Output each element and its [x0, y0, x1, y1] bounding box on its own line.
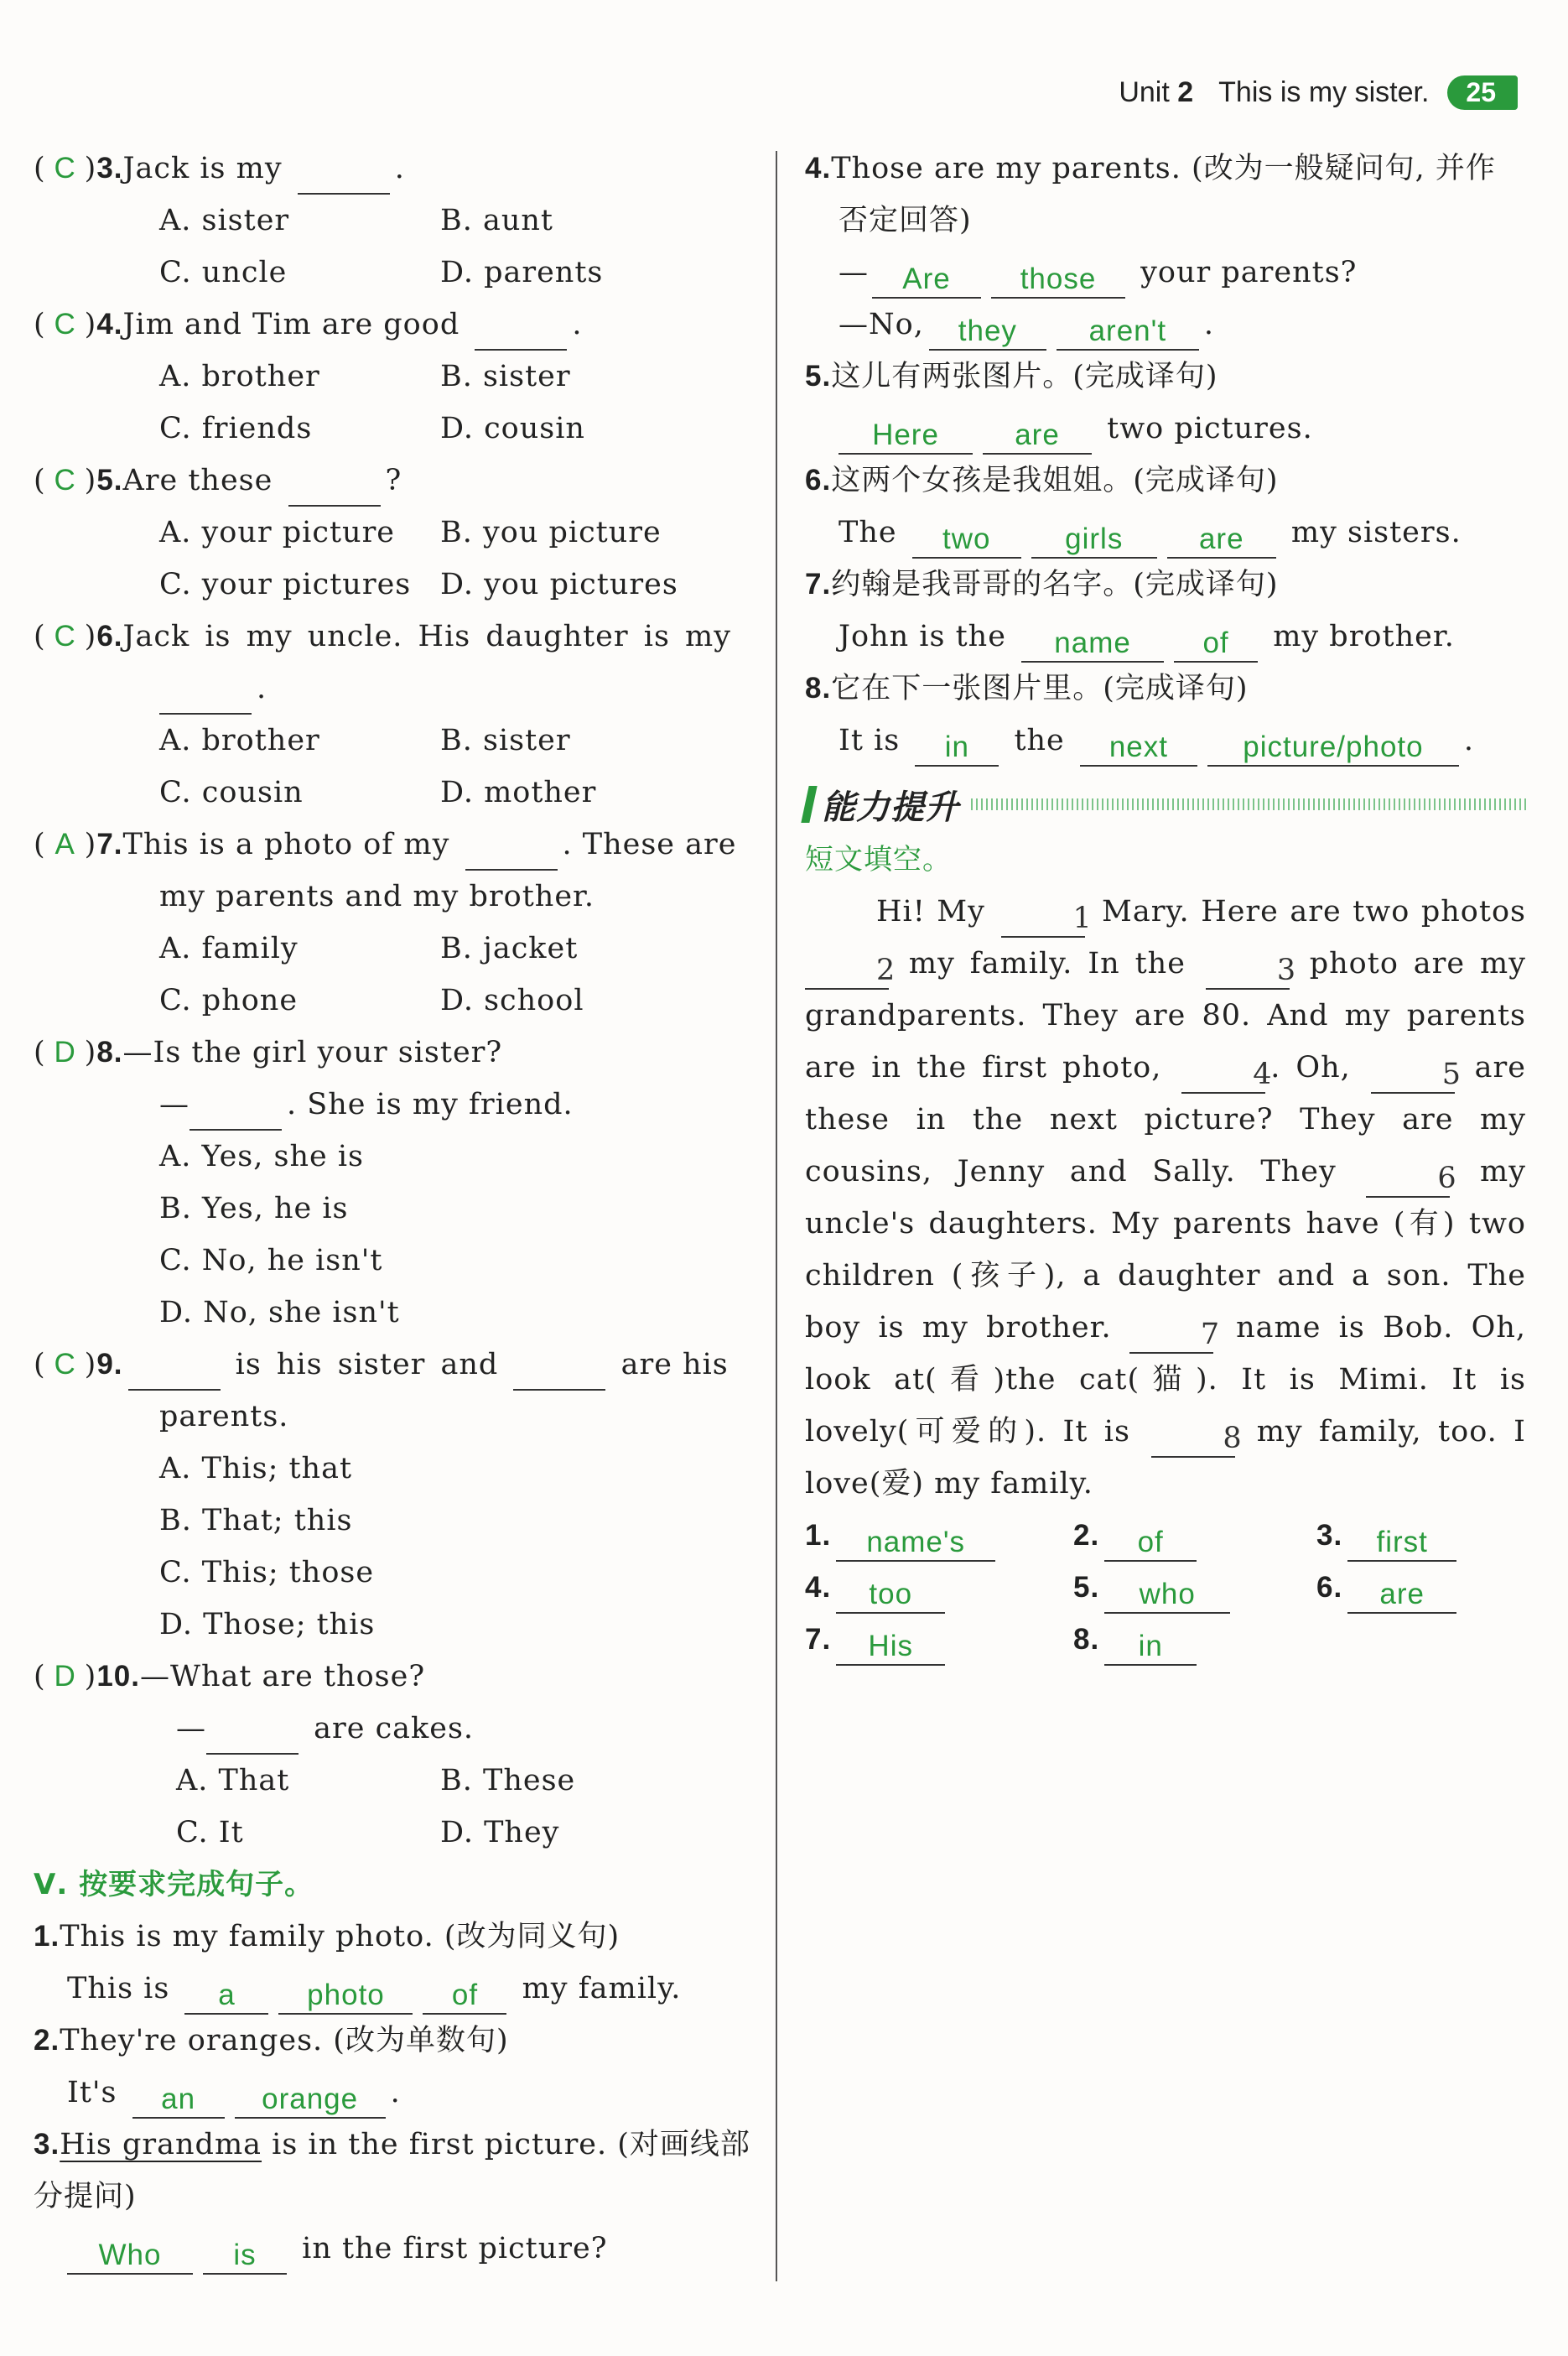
options-row — [34, 1755, 755, 1807]
dash: — — [159, 1088, 190, 1121]
option-c: C. uncle — [159, 256, 288, 289]
answer-number: 1. — [805, 1519, 832, 1552]
s5-question-2 — [34, 2015, 755, 2067]
option-b: B. That; this — [159, 1504, 353, 1537]
question-text-end: . She is my friend. — [287, 1088, 574, 1121]
s5-question-3 — [34, 2119, 755, 2171]
question-3: ( C )3.Jack is my . — [34, 143, 755, 195]
question-number: 7. — [96, 828, 123, 861]
answer-blank: name — [1021, 622, 1164, 663]
sentence-end: your parents? — [1140, 256, 1358, 289]
passage-blank: 5 — [1371, 1053, 1455, 1094]
answer-blank: Are — [872, 258, 981, 299]
option-c: C. No, he isn't — [159, 1244, 383, 1277]
dash: — — [176, 1712, 206, 1745]
sentence-start: It's — [67, 2076, 117, 2109]
question-number: 4. — [805, 152, 832, 185]
option-a: A. sister — [159, 204, 290, 237]
option-d: D. cousin — [440, 412, 585, 445]
question-number: 3. — [34, 2128, 60, 2161]
options-row — [34, 247, 755, 299]
column-divider — [776, 151, 777, 2281]
answer-blank: of — [423, 1974, 506, 2015]
page-header — [1119, 67, 1518, 117]
question-text: Are these — [122, 464, 273, 497]
s5-question-5 — [805, 351, 1526, 403]
passage-text: my family, too. I love(爱) my family. — [805, 1415, 1526, 1500]
sentence-start: John is the — [839, 620, 1006, 653]
answer-number: 3. — [1316, 1519, 1343, 1552]
option-b: B. aunt — [440, 204, 553, 237]
answer-number: 6. — [1316, 1571, 1343, 1604]
answer-blank: they — [929, 310, 1046, 351]
question-text: 这儿有两张图片。(完成译句) — [831, 360, 1218, 393]
banner-bar-icon — [801, 786, 817, 823]
question-number: 2. — [34, 2024, 60, 2057]
blank — [475, 310, 567, 351]
s5-answer-3 — [34, 2223, 755, 2275]
option-b: B. These — [440, 1764, 576, 1797]
page-number: 25 — [1447, 75, 1518, 110]
option-b: B. jacket — [440, 932, 579, 965]
answer-blank: a — [184, 1974, 268, 2015]
blank — [513, 1350, 605, 1391]
answer-blank: girls — [1031, 518, 1157, 559]
sentence-end: . — [1463, 724, 1475, 757]
options-row — [34, 351, 755, 403]
ability-banner — [805, 775, 1526, 834]
option-d: D. No, she isn't — [159, 1296, 400, 1329]
option-b: B. sister — [440, 724, 571, 757]
cloze-passage — [805, 886, 1526, 1510]
question-text: is his sister and — [235, 1348, 499, 1381]
blank — [298, 154, 390, 195]
question-number: 10. — [96, 1660, 140, 1693]
question-number: 4. — [96, 308, 123, 341]
options-row — [34, 923, 755, 975]
dash: — — [839, 256, 869, 289]
answer-blank: aren't — [1057, 310, 1199, 351]
question-text: 它在下一张图片里。(完成译句) — [831, 672, 1249, 705]
blank — [190, 1090, 282, 1131]
underlined-phrase: His grandma — [60, 2128, 262, 2161]
option-c: C. friends — [159, 412, 313, 445]
answer-blank: His — [836, 1625, 945, 1666]
question-number: 8. — [96, 1036, 123, 1069]
sentence-end: two pictures. — [1107, 412, 1313, 445]
option-c: C. It — [176, 1816, 244, 1849]
s5-question-4 — [805, 143, 1526, 195]
option-d: D. parents — [440, 256, 604, 289]
option-c: C. This; those — [159, 1556, 375, 1589]
answer-number: 2. — [1073, 1519, 1100, 1552]
options-row — [34, 403, 755, 455]
options-row — [34, 195, 755, 247]
option-d: D. mother — [440, 776, 597, 809]
unit-title: This is my sister. — [1218, 75, 1430, 108]
sentence-start: It is — [839, 724, 901, 757]
question-6: ( C )6.Jack is my uncle. His daughter is my — [34, 611, 755, 663]
answer-blank: are — [983, 414, 1092, 455]
option-a: A. That — [176, 1764, 290, 1797]
question-text: —What are those? — [139, 1660, 426, 1693]
blank — [128, 1350, 221, 1391]
option-c: C. cousin — [159, 776, 304, 809]
s5-answer-6 — [805, 507, 1526, 559]
option-c: C. phone — [159, 984, 299, 1017]
passage-text: my uncle's daughters. My parents have (有) two children (孩子), a daughter and a son. The boy is my brother. — [805, 1155, 1526, 1344]
question-text: This is my family photo. (改为同义句) — [60, 1920, 620, 1953]
answer-cell — [1073, 1614, 1316, 1666]
answer-8: D — [54, 1036, 76, 1069]
banner-dots — [971, 798, 1526, 810]
option-b: B. sister — [440, 360, 571, 393]
sentence-end: my family. — [522, 1972, 682, 2005]
passage-text: Mary. Here are two photos — [1101, 895, 1526, 928]
right-column — [805, 143, 1526, 1666]
passage-blank: 1 — [1001, 897, 1085, 938]
options-row — [34, 715, 755, 767]
answer-blank: too — [836, 1573, 945, 1614]
sentence-end: in the first picture? — [302, 2232, 608, 2265]
answer-blank: are — [1347, 1573, 1456, 1614]
question-number: 7. — [805, 568, 832, 601]
answer-blank: is — [203, 2234, 287, 2275]
sentence-start: This is — [67, 1972, 170, 2005]
answer-grid — [805, 1510, 1526, 1666]
answer-number: 4. — [805, 1571, 832, 1604]
sentence-start: The — [839, 516, 897, 549]
section-5-title: Ⅴ. 按要求完成句子。 — [34, 1868, 314, 1901]
answer-blank: orange — [235, 2078, 386, 2119]
sentence-end: . — [1203, 308, 1214, 341]
passage-blank: 6 — [1366, 1157, 1450, 1198]
question-text: Those are my parents. (改为一般疑问句, 并作 — [831, 152, 1496, 185]
s5-question-1 — [34, 1911, 755, 1963]
answer-blank: in — [1104, 1625, 1197, 1666]
s5-answer-2 — [34, 2067, 755, 2119]
sentence-start: —No, — [839, 308, 924, 341]
question-number: 5. — [96, 464, 123, 497]
blank — [159, 674, 252, 715]
question-text-end: . — [572, 308, 583, 341]
option-d: D. Those; this — [159, 1608, 376, 1641]
question-4: ( C )4.Jim and Tim are good . — [34, 299, 755, 351]
passage-text: Hi! My — [876, 895, 985, 928]
question-text: —Is the girl your sister? — [122, 1036, 503, 1069]
passage-blank: 2 — [805, 949, 889, 990]
passage-blank: 7 — [1129, 1313, 1213, 1354]
options-row — [34, 559, 755, 611]
question-number: 3. — [96, 152, 123, 185]
answer-blank: of — [1174, 622, 1258, 663]
question-number: 6. — [96, 620, 123, 653]
s5-question-4-line2: 否定回答) — [839, 204, 972, 237]
unit-prefix: Unit — [1119, 75, 1170, 108]
answer-9: C — [54, 1348, 76, 1381]
question-text: This is a photo of my — [122, 828, 450, 861]
blank — [288, 466, 381, 507]
option-b: B. Yes, he is — [159, 1192, 349, 1225]
s5-answer-8 — [805, 715, 1526, 767]
question-6-line2 — [34, 663, 755, 715]
unit-label — [1119, 76, 1193, 109]
answer-blank: Here — [839, 414, 973, 455]
unit-number: 2 — [1177, 75, 1194, 108]
answer-blank: are — [1167, 518, 1276, 559]
passage-blank: 4 — [1181, 1053, 1265, 1094]
answer-blank: photo — [278, 1974, 413, 2015]
s5-answer-1 — [34, 1963, 755, 2015]
question-number: 5. — [805, 360, 832, 393]
s5-question-6 — [805, 455, 1526, 507]
options-row — [34, 507, 755, 559]
passage-blank: 8 — [1151, 1417, 1235, 1458]
question-number: 9. — [96, 1348, 123, 1381]
question-text-end: . — [257, 672, 267, 705]
answer-blank: in — [915, 726, 999, 767]
sentence-end: . — [390, 2076, 401, 2109]
options-row — [34, 767, 755, 819]
option-a: A. brother — [159, 724, 320, 757]
answer-5: C — [54, 464, 76, 497]
question-text-end: are cakes. — [314, 1712, 475, 1745]
s5-answer-5 — [805, 403, 1526, 455]
question-text: is in the first picture. (对画线部 — [262, 2128, 750, 2161]
s5-question-8 — [805, 663, 1526, 715]
sentence-mid: the — [1014, 724, 1065, 757]
s5-answer-7 — [805, 611, 1526, 663]
left-column — [34, 143, 755, 2275]
answer-blank: next — [1080, 726, 1197, 767]
ability-title: 能力提升 — [822, 788, 959, 827]
answer-blank: those — [991, 258, 1125, 299]
answer-blank: Who — [67, 2234, 193, 2275]
answer-4: C — [54, 308, 76, 341]
option-a: A. Yes, she is — [159, 1140, 365, 1173]
question-7-line2: my parents and my brother. — [159, 880, 595, 913]
option-d: D. you pictures — [440, 568, 678, 601]
sentence-end: my brother. — [1273, 620, 1455, 653]
option-b: B. you picture — [440, 516, 662, 549]
answer-blank: two — [912, 518, 1021, 559]
question-text: 这两个女孩是我姐姐。(完成译句) — [831, 464, 1279, 497]
passage-text: are these in the next picture? They are my cousins, Jenny and Sally. They — [805, 1051, 1526, 1188]
option-c: C. your pictures — [159, 568, 412, 601]
question-text: Jim and Tim are good — [122, 308, 460, 341]
answer-blank: who — [1104, 1573, 1230, 1614]
question-10: ( D )10.—What are those? — [34, 1651, 755, 1703]
passage-text: . Oh, — [1270, 1051, 1351, 1084]
question-5: ( C )5.Are these ? — [34, 455, 755, 507]
option-a: A. family — [159, 932, 299, 965]
answer-number: 8. — [1073, 1623, 1100, 1656]
s5-question-7 — [805, 559, 1526, 611]
blank — [206, 1714, 299, 1755]
answer-number: 5. — [1073, 1571, 1100, 1604]
question-text: Jack is my — [122, 152, 283, 185]
option-d: D. school — [440, 984, 584, 1017]
option-a: A. This; that — [159, 1452, 353, 1485]
answer-7: A — [55, 828, 75, 861]
question-text-end: . These are — [562, 828, 737, 861]
answer-10: D — [54, 1660, 76, 1693]
passage-text: my family. In the — [908, 947, 1186, 980]
question-9: ( C )9. is his sister and are his — [34, 1339, 755, 1391]
answer-cell — [805, 1510, 1073, 1562]
passage-text: photo are my grandparents. They are 80. And my parents are in the first photo, — [805, 947, 1526, 1084]
answer-blank: name's — [836, 1521, 995, 1562]
question-number: 6. — [805, 464, 832, 497]
answer-cell — [805, 1614, 1073, 1666]
answer-cell — [1073, 1510, 1316, 1562]
question-7: ( A )7.This is a photo of my . These are — [34, 819, 755, 871]
question-8: ( D )8.—Is the girl your sister? — [34, 1027, 755, 1079]
options-row — [34, 975, 755, 1027]
option-a: A. brother — [159, 360, 320, 393]
question-9-line2: parents. — [159, 1400, 289, 1433]
answer-blank: of — [1104, 1521, 1197, 1562]
option-a: A. your picture — [159, 516, 396, 549]
option-d: D. They — [440, 1816, 560, 1849]
answer-cell — [1316, 1562, 1526, 1614]
answer-3: C — [54, 152, 76, 185]
question-text-end: are his — [620, 1348, 729, 1381]
answer-blank: an — [132, 2078, 225, 2119]
question-10-line2 — [34, 1703, 755, 1755]
answer-cell — [1316, 1510, 1526, 1562]
answer-cell — [805, 1562, 1073, 1614]
blank — [465, 830, 558, 871]
sentence-end: my sisters. — [1290, 516, 1462, 549]
question-8-line2 — [34, 1079, 755, 1131]
options-row — [34, 1807, 755, 1859]
answer-blank: first — [1347, 1521, 1456, 1562]
question-text: Jack is my uncle. His daughter is my — [122, 620, 731, 653]
question-number: 1. — [34, 1920, 60, 1953]
s5-answer-4a — [805, 247, 1526, 299]
answer-cell — [1073, 1562, 1316, 1614]
answer-number: 7. — [805, 1623, 832, 1656]
ability-subtitle: 短文填空。 — [805, 843, 952, 876]
passage-blank: 3 — [1206, 949, 1290, 990]
question-text-end: ? — [385, 464, 402, 497]
answer-blank: picture/photo — [1207, 726, 1459, 767]
answer-6: C — [54, 620, 76, 653]
question-text: 约翰是我哥哥的名字。(完成译句) — [831, 568, 1279, 601]
question-text-end: . — [394, 152, 405, 185]
question-text: They're oranges. (改为单数句) — [60, 2024, 509, 2057]
s5-answer-4b — [805, 299, 1526, 351]
passage-text: name is Bob. Oh, look at(看)the cat(猫). It is Mimi. It is lovely(可爱的). It is — [805, 1311, 1526, 1448]
question-number: 8. — [805, 672, 832, 705]
s5-question-3-line2: 分提问) — [34, 2180, 137, 2213]
